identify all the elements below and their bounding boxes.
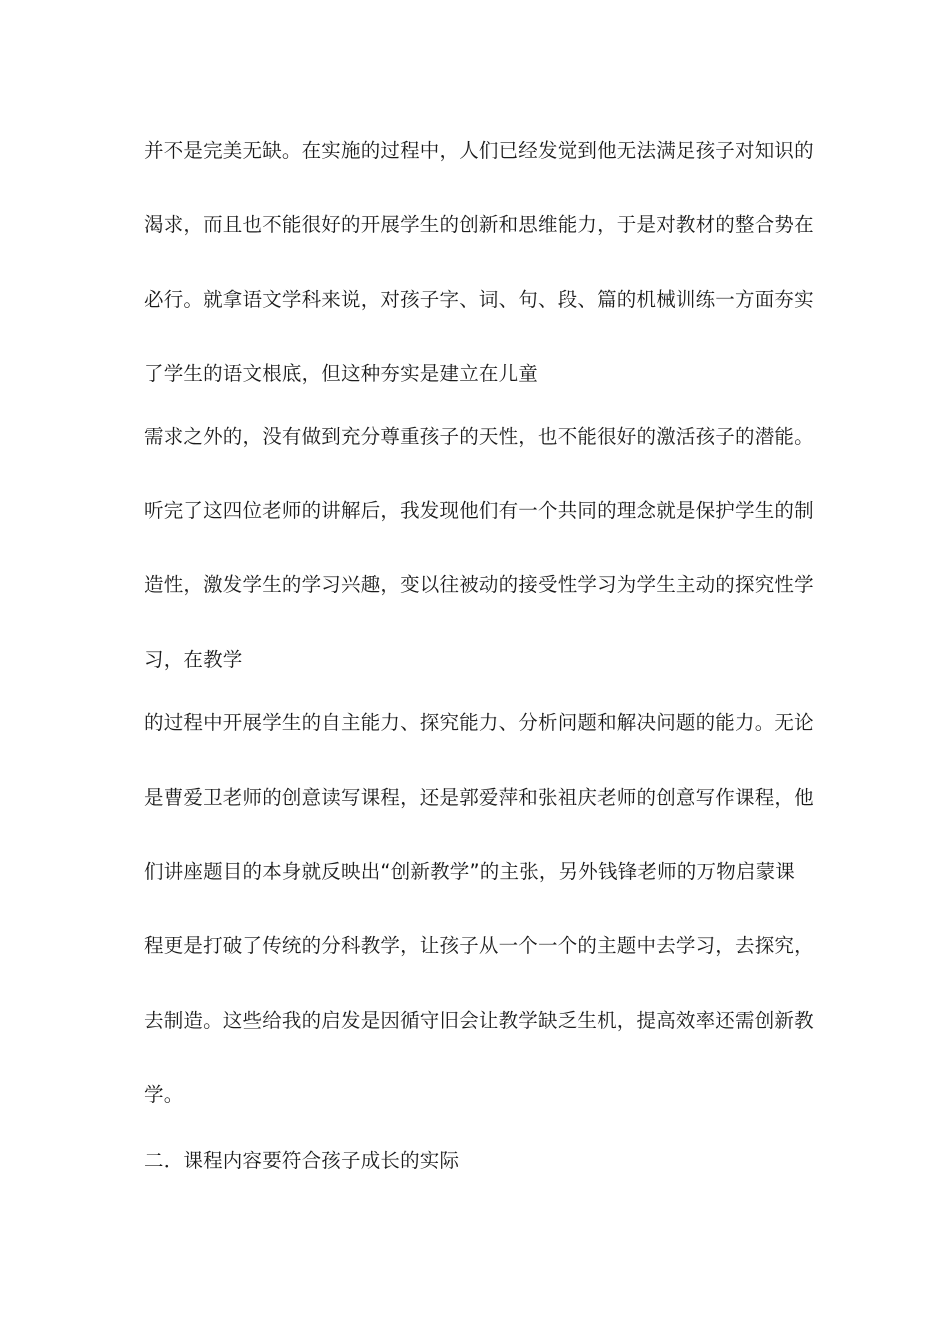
paragraph-line: 程更是打破了传统的分科教学，让孩子从一个一个的主题中去学习，去探究， (144, 934, 814, 957)
paragraph-line: 习，在教学 (144, 648, 243, 671)
paragraph-line: 们讲座题目的本身就反映出“创新教学”的主张，另外钱锋老师的万物启蒙课 (144, 860, 796, 883)
paragraph-line: 需求之外的，没有做到充分尊重孩子的天性，也不能很好的激活孩子的潜能。 (144, 425, 814, 448)
section-heading: 二．课程内容要符合孩子成长的实际 (144, 1149, 460, 1172)
paragraph-line: 渴求，而且也不能很好的开展学生的创新和思维能力，于是对教材的整合势在 (144, 213, 814, 236)
paragraph-line: 是曹爱卫老师的创意读写课程，还是郭爱萍和张祖庆老师的创意写作课程，他 (144, 786, 814, 809)
paragraph-line: 去制造。这些给我的启发是因循守旧会让教学缺乏生机，提高效率还需创新教 (144, 1009, 814, 1032)
paragraph-line: 造性，激发学生的学习兴趣，变以往被动的接受性学习为学生主动的探究性学 (144, 573, 814, 596)
paragraph-line: 了学生的语文根底，但这种夯实是建立在儿童 (144, 362, 539, 385)
paragraph-line: 并不是完美无缺。在实施的过程中，人们已经发觉到他无法满足孩子对知识的 (144, 139, 814, 162)
paragraph-line: 听完了这四位老师的讲解后，我发现他们有一个共同的理念就是保护学生的制 (144, 499, 814, 522)
paragraph-line: 必行。就拿语文学科来说，对孩子字、词、句、段、篇的机械训练一方面夯实 (144, 288, 814, 311)
paragraph-line: 的过程中开展学生的自主能力、探究能力、分析问题和解决问题的能力。无论 (144, 711, 814, 734)
paragraph-line: 学。 (144, 1083, 184, 1106)
